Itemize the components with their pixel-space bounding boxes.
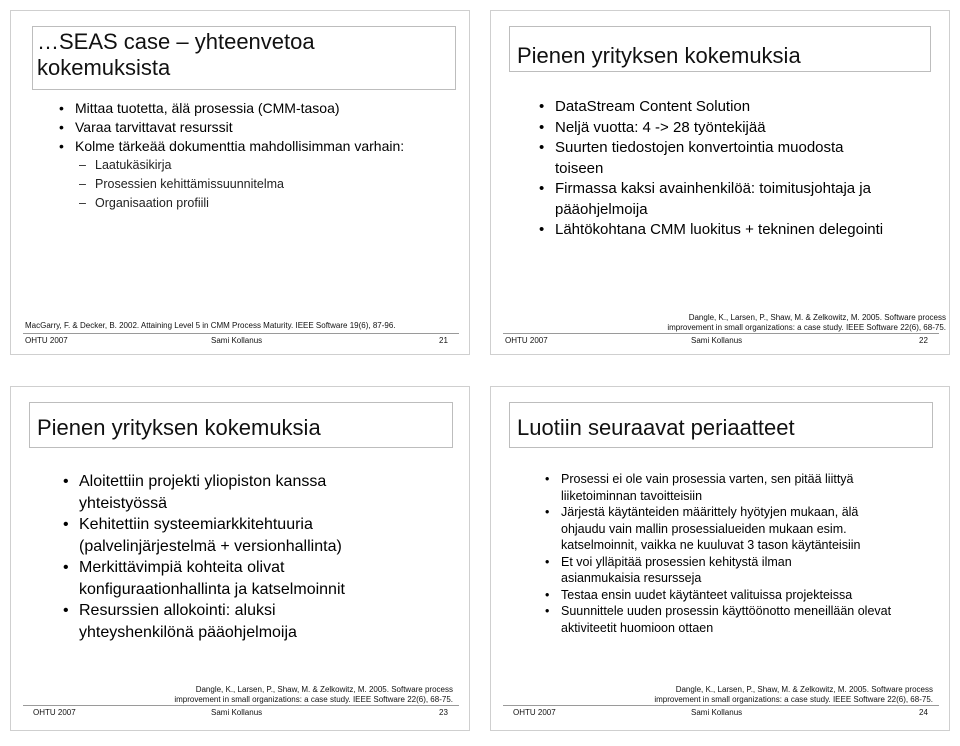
sub-bullet-item: – Laatukäsikirja bbox=[57, 156, 447, 175]
bullet-item: • Aloitettiin projekti yliopiston kanssa yhteistyössä bbox=[61, 471, 399, 514]
bullet-item: • Prosessi ei ole vain prosessia varten, sen pitää liittyä liiketoiminnan tavoitteisiin bbox=[543, 471, 906, 504]
bullet-list bbox=[61, 471, 451, 643]
bullet-item: • DataStream Content Solution bbox=[537, 97, 917, 118]
slide-23 bbox=[10, 386, 470, 731]
bullet-item: • Merkittävimpiä kohteita olivat konfiguraationhallinta ja katselmoinnit bbox=[61, 557, 409, 600]
bullet-item: • Järjestä käytänteiden määrittely hyötyjen mukaan, älä ohjaudu vain mallin prosessialueiden mukaan esim. katselmoinnit, vaikka ne kuuluvat 3 tason käytänteisiin bbox=[543, 504, 906, 554]
footer-author: Sami Kollanus bbox=[691, 336, 743, 345]
reference: Dangle, K., Larsen, P., Shaw, M. & Zelkowitz, M. 2005. Software process improvement in small organizations: a case study. IEEE Software 22(6), 68-75. bbox=[174, 685, 453, 704]
bullet-list bbox=[537, 97, 917, 241]
reference: MacGarry, F. & Decker, B. 2002. Attaining Level 5 in CMM Process Maturity. IEEE Software 19(6), 87-96. bbox=[25, 321, 396, 330]
bullet-list bbox=[57, 99, 447, 213]
page-number: 22 bbox=[919, 336, 928, 345]
sub-bullet-item: – Organisaation profiili bbox=[57, 194, 447, 213]
footer-course: OHTU 2007 bbox=[33, 708, 76, 717]
slide-title: Luotiin seuraavat periaatteet bbox=[517, 415, 795, 440]
footer-line bbox=[23, 333, 459, 334]
bullet-item: • Lähtökohtana CMM luokitus + tekninen delegointi bbox=[537, 220, 895, 241]
bullet-item: • Neljä vuotta: 4 -> 28 työntekijää bbox=[537, 118, 917, 139]
page-number: 24 bbox=[919, 708, 928, 717]
footer-course: OHTU 2007 bbox=[505, 336, 548, 345]
footer-line bbox=[503, 333, 939, 334]
slide-title: Pienen yrityksen kokemuksia bbox=[37, 415, 321, 440]
bullet-item: • Firmassa kaksi avainhenkilöä: toimitusjohtaja ja pääohjelmoija bbox=[537, 179, 875, 220]
bullet-item: • Suunnittele uuden prosessin käyttöönotto meneillään olevat aktiviteetit huomioon ottaen bbox=[543, 603, 906, 636]
footer-line bbox=[23, 705, 459, 706]
page-number: 23 bbox=[439, 708, 448, 717]
footer-course: OHTU 2007 bbox=[25, 336, 68, 345]
footer-author: Sami Kollanus bbox=[211, 336, 263, 345]
bullet-item: • Kehitettiin systeemiarkkitehtuuria (palvelinjärjestelmä + versionhallinta) bbox=[61, 514, 409, 557]
footer-author: Sami Kollanus bbox=[211, 708, 263, 717]
slide-21 bbox=[10, 10, 470, 355]
slide-title: Pienen yrityksen kokemuksia bbox=[517, 43, 801, 68]
bullet-item: • Varaa tarvittavat resurssit bbox=[57, 118, 447, 137]
bullet-item: • Testaa ensin uudet käytänteet valituissa projekteissa bbox=[543, 587, 913, 604]
sub-bullet-item: – Prosessien kehittämissuunnitelma bbox=[57, 175, 447, 194]
bullet-item: • Mittaa tuotetta, älä prosessia (CMM-tasoa) bbox=[57, 99, 447, 118]
bullet-item: • Suurten tiedostojen konvertointia muodosta toiseen bbox=[537, 138, 875, 179]
reference: Dangle, K., Larsen, P., Shaw, M. & Zelkowitz, M. 2005. Software process improvement in small organizations: a case study. IEEE Software 22(6), 68-75. bbox=[654, 685, 933, 704]
page-number: 21 bbox=[439, 336, 448, 345]
reference: Dangle, K., Larsen, P., Shaw, M. & Zelkowitz, M. 2005. Software process improvement in small organizations: a case study. IEEE Software 22(6), 68-75. bbox=[667, 313, 946, 332]
footer-course: OHTU 2007 bbox=[513, 708, 556, 717]
bullet-item: • Kolme tärkeää dokumenttia mahdollisimman varhain: bbox=[57, 137, 405, 156]
footer-author: Sami Kollanus bbox=[691, 708, 743, 717]
slide-24 bbox=[490, 386, 950, 731]
bullet-item: • Et voi ylläpitää prosessien kehitystä ilman asianmukaisia resursseja bbox=[543, 554, 861, 587]
footer-line bbox=[503, 705, 939, 706]
bullet-item: • Resurssien allokointi: aluksi yhteyshenkilönä pääohjelmoija bbox=[61, 600, 379, 643]
slide-22 bbox=[490, 10, 950, 355]
slide-title: …SEAS case – yhteenvetoa kokemuksista bbox=[37, 29, 315, 80]
bullet-list bbox=[543, 471, 913, 636]
